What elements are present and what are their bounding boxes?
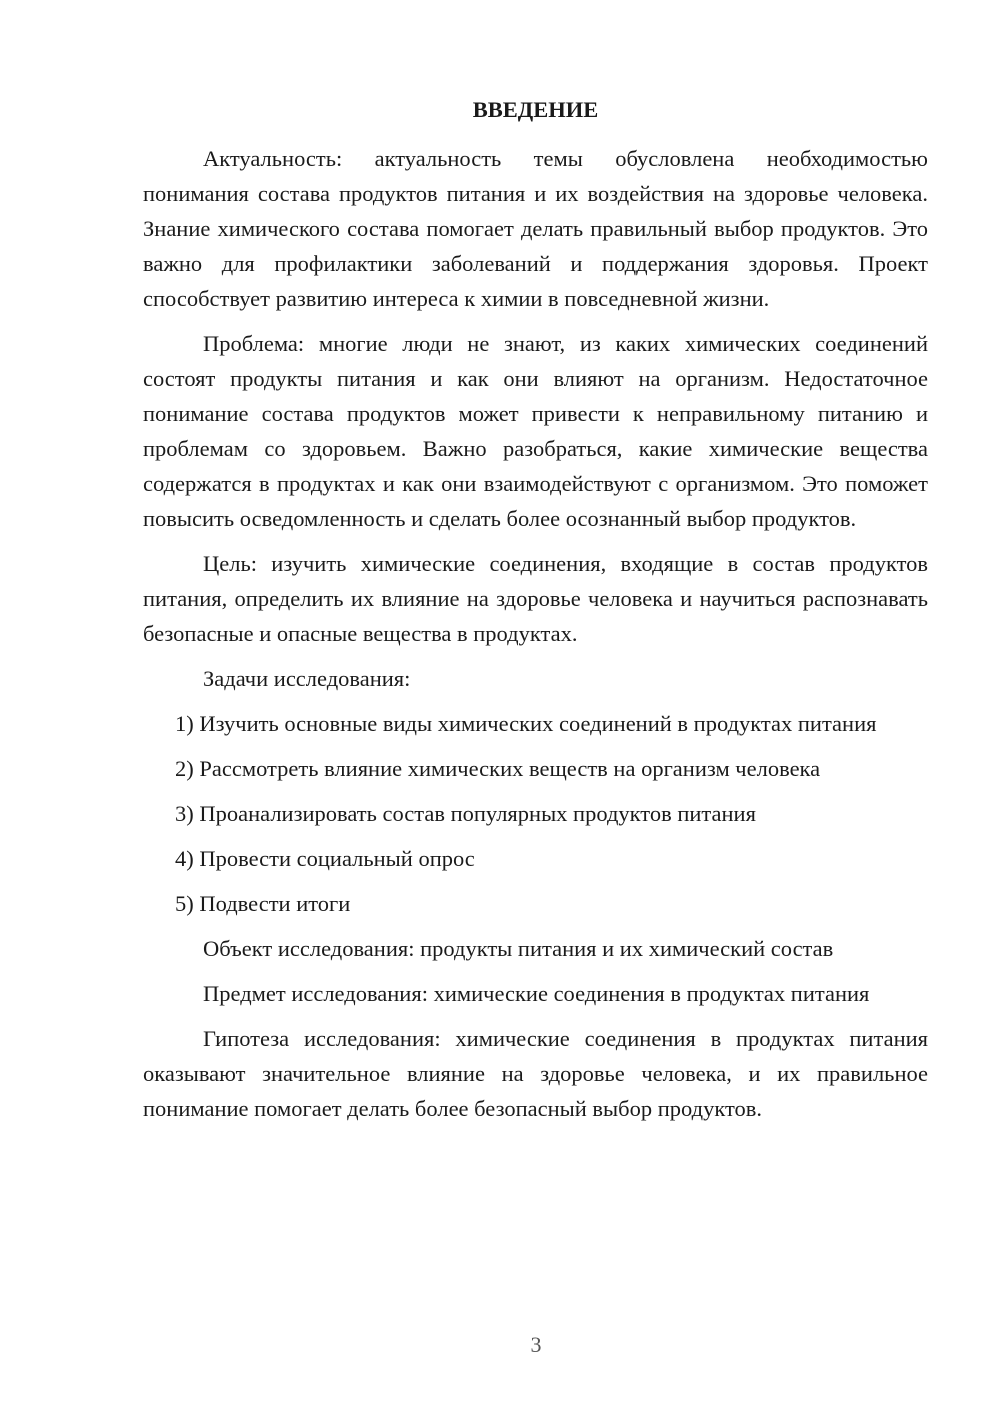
task-item: 4) Провести социальный опрос: [175, 846, 475, 871]
task-item: 2) Рассмотреть влияние химических веществ на организм человека: [175, 756, 821, 781]
relevance-paragraph: Актуальность: актуальность темы обусловлена необходимостью понимания состава продуктов питания и их воздействия на здоровье человека. Знание химического состава помогает делать правильный выбор продуктов. Это важно для профилактики заболеваний и поддержания здоровья. Проект способствует развитию интереса к химии в повседневной жизни.: [143, 146, 928, 311]
hypothesis-paragraph: Гипотеза исследования: химические соединения в продуктах питания оказывают значительное влияние на здоровье человека, и их правильное понимание помогает делать более безопасный выбор продуктов.: [143, 1026, 928, 1121]
problem-paragraph: Проблема: многие люди не знают, из каких химических соединений состоят продукты питания и как они влияют на организм. Недостаточное понимание состава продуктов может привести к неправильному питанию и проблемам со здоровьем. Важно разобраться, какие химические вещества содержатся в продуктах и как они взаимодействуют с организмом. Это поможет повысить осведомленность и сделать более осознанный выбор продуктов.: [143, 331, 928, 531]
goal-paragraph: Цель: изучить химические соединения, входящие в состав продуктов питания, определить их влияние на здоровье человека и научиться распознавать безопасные и опасные вещества в продуктах.: [143, 551, 928, 646]
tasks-list: [143, 706, 928, 921]
page-content: [143, 92, 928, 1136]
subject-paragraph: Предмет исследования: химические соединения в продуктах питания: [203, 981, 870, 1006]
task-item: 3) Проанализировать состав популярных продуктов питания: [175, 801, 756, 826]
task-item: 1) Изучить основные виды химических соединений в продуктах питания: [175, 711, 877, 736]
page-number: 3: [530, 1332, 542, 1357]
object-paragraph: Объект исследования: продукты питания и их химический состав: [203, 936, 834, 961]
tasks-title: Задачи исследования:: [203, 666, 411, 691]
task-item: 5) Подвести итоги: [175, 891, 351, 916]
section-heading: ВВЕДЕНИЕ: [472, 97, 599, 122]
